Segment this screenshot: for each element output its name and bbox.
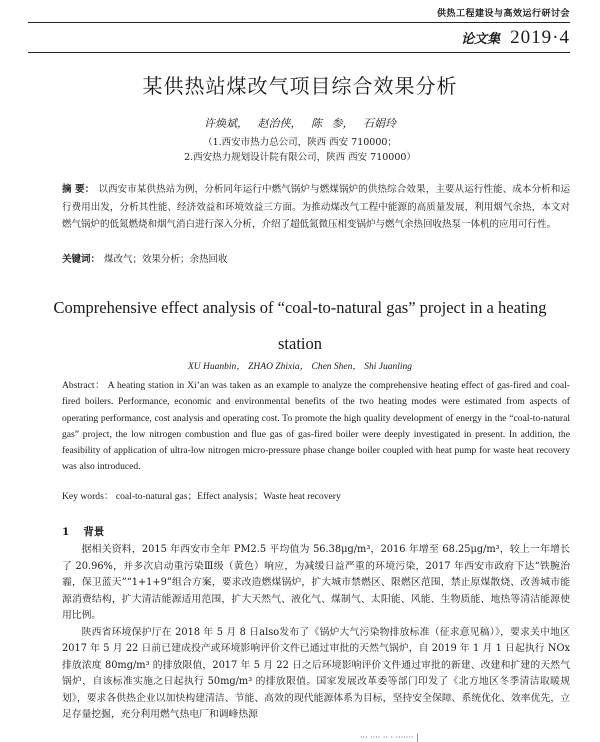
header-rule [28,22,570,23]
keywords-cn [62,251,228,265]
section-1-heading [62,524,104,539]
keywords-en-text: coal-to-natural gas；Effect analysis；Waste heat recovery [115,491,341,502]
abstract-en-text: A heating station in Xi’an was taken as an example to analyze the comprehensive heating effect of gas-fired and coal-fired boilers. Performance, economic and environmental benefits of the two heating modes were estimated from aspects of operating performance, cost analysis and operating cost. To promote the high quality development of energy in the “coal-to-natural gas” project, the low nitrogen combustion and flue gas of gas-fired boiler were deeply investigated in present. In addition, the feasibility of application of ultra-low nitrogen micro-pressure phase change boiler coupled with heat pump for waste heat recovery was also introduced. [62,380,570,473]
abstract-cn [62,181,570,234]
keywords-en-label: Key words： [62,491,114,502]
header-row [461,27,570,49]
body-paragraph: 陕西省环境保护厅在 2018 年 5 月 8 日also发布了《锅炉大气污染物排放标准（征求意见稿）》，要求关中地区 2017 年 5 月 22 日前已建成投产或环境影响评价文件已通过审批的天然气锅炉，自 2019 年 1 月 1 日起执行 NOx 排放浓度 80mg/m³ 的排放限值，2017 年 5 月 22 日之后环境影响评价文件通过审批的新建、改建和扩建的天然气锅炉，自该标准实施之日起执行 50mg/m³ 的排放限值。国家发展改革委等部门印发了《北方地区冬季清洁取暖规划》，要求各供热企业以加快构建清洁、节能、高效的现代能源体系为目标，坚持安全保障、系统优化、效率优先，立足存量挖掘，充分利用燃气热电厂和调峰热源 [62,626,570,720]
footer-fragment: ··· ···· ·· · ······· | [360,733,419,742]
keywords-en [62,488,341,502]
paper-title-en: Comprehensive effect analysis of “coal-to-natural gas” project in a heating station [53,298,547,353]
affiliation-2: 2.西安热力规划设计院有限公司，陕西 西安 710000） [184,152,416,163]
abstract-en [62,378,570,476]
section-label: 论文集 [461,32,501,47]
authors-cn: 许焕斌， 赵治侠， 陈 参， 石娟玲 [204,117,396,130]
keywords-cn-label: 关键词： [62,254,101,265]
issue-year: 2019·4 [510,27,570,48]
abstract-en-label: Abstract： [62,380,106,391]
affiliation-1: （1.西安市热力总公司，陕西 西安 710000； [203,137,397,148]
body-paragraph: 据相关资料，2015 年西安市全年 PM2.5 平均值为 56.38μg/m³，2016 年增至 68.25μg/m³，较上一年增长了 20.96%，并多次启动重污染Ⅲ级（黄色）响应，为减缓日益严重的环境污染，2017 年西安市政府下达“铁腕治霾，保卫蓝天”“1+1+9”组合方案，要求改造燃煤锅炉，扩大城市禁燃区、限燃区范围，禁止原煤散烧、改善城市能源消费结构，扩大清洁能源适用范围，扩大天然气、液化气、煤制气、太阳能、风能、生物质能、地热等清洁能源使用比例。 [62,544,570,621]
authors-en: XU Huanbin， ZHAO Zhixia， Chen Shen， Shi Juanling [187,362,413,372]
abstract-cn-text: 以西安市某供热站为例，分析同年运行中燃气锅炉与燃煤锅炉的供热综合效果，主要从运行性能、成本分析和运行费用出发，分析其性能、经济效益和环境效益三方面。为推动煤改气工程中能源的高质量发展，利用烟气余热，本文对燃气锅炉的低氮燃烧和烟气消白进行深入分析，介绍了超低氮微压相变锅炉与燃气余热回收热泵一体机的应用可行性。 [62,184,570,230]
journal-name: 供热工程建设与高效运行研讨会 [436,9,570,19]
paper-title-cn: 某供热站煤改气项目综合效果分析 [142,74,458,98]
section-1-number: 1 [62,526,70,538]
section-1-body [62,542,570,724]
section-1-title: 背景 [83,526,105,538]
keywords-cn-text: 煤改气；效果分析；余热回收 [104,254,228,265]
header-rule-2 [28,52,570,53]
abstract-cn-label: 摘 要： [62,184,95,195]
